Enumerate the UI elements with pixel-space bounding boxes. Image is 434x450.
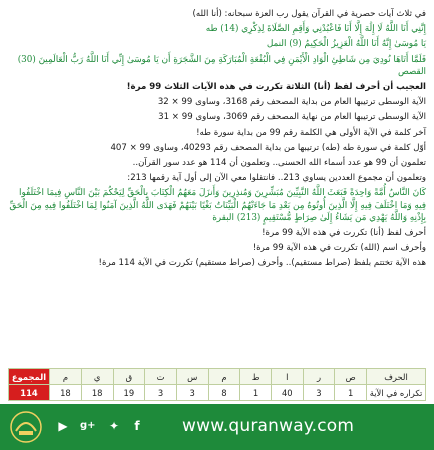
- count-cell: 1: [335, 385, 367, 401]
- sum-213-line: وتعلمون أن مجموع العددين يساوي 213.. فانتقلوا معي الآن إلى أول آية رقمها 213:: [127, 173, 426, 184]
- intro-line: في ثلاث آيات حصرية في القرآن يقول رب العزة سبحانه: (أنا الله): [192, 9, 426, 19]
- count-cell: 40: [271, 385, 303, 401]
- letter-cell: ت: [145, 369, 177, 385]
- count-cell: 3: [303, 385, 335, 401]
- letter-cell: م: [208, 369, 240, 385]
- letter-cell: م: [50, 369, 82, 385]
- count-header-label: تكراره في الآية: [367, 385, 426, 401]
- letter-cell: س: [176, 369, 208, 385]
- count-cell: 8: [208, 385, 240, 401]
- site-link[interactable]: www.quranway.com: [182, 416, 355, 436]
- names-and-surahs: تعلمون أن 99 هو عدد أسماء الله الحسنى.. وتعلمون أن 114 هو عدد سور القرآن..: [132, 158, 426, 169]
- article-body: [8, 8, 426, 273]
- twitter-icon[interactable]: ✦: [108, 419, 120, 433]
- letter-cell: ق: [113, 369, 145, 385]
- verse-qasas-30: فَلَمَّا أَتَاهَا نُودِيَ مِن شَاطِئِ الْوَادِ الْأَيْمَنِ فِي الْبُقْعَةِ الْمُبَارَكَةِ مِنَ الشَّجَرَةِ أَن يَا مُوسَىٰ إِنِّي أَنَا اللَّهُ رَبُّ الْعَالَمِينَ (30) القصص: [17, 54, 426, 77]
- letter-cell: ي: [81, 369, 113, 385]
- count-cell: 18: [50, 385, 82, 401]
- middle-verse-start: الآية الوسطى ترتيبها العام من بداية المصحف رقم 3168، وساوى 99 × 32: [157, 97, 426, 108]
- footer-bar: [0, 404, 434, 450]
- count-cell: 18: [81, 385, 113, 401]
- youtube-icon[interactable]: ▶: [58, 419, 68, 433]
- letters-header-label: الحرف: [367, 369, 426, 385]
- letters-table: [8, 368, 426, 401]
- ana-count-line: أحرف لفظ (أنا) تكررت في هذه الآية 99 مرة!: [262, 228, 426, 239]
- letter-cell: ص: [335, 369, 367, 385]
- verse-taha-14: إِنَّنِي أَنَا اللَّهُ لَا إِلَٰهَ إِلَّا أَنَا فَاعْبُدْنِي وَأَقِمِ الصَّلَاةَ لِذِكْرِي (14) طه: [205, 24, 426, 35]
- first-verse-last-word: آخر كلمة في الآية الأولى هي الكلمة رقم 99 من بداية سورة طه!: [196, 127, 426, 138]
- allah-count-line: وأحرف اسم (الله) تكررت في هذه الآية 99 مرة!: [252, 243, 426, 254]
- table-row: [9, 385, 426, 401]
- letter-cell: ا: [271, 369, 303, 385]
- quranway-logo-icon: [8, 409, 44, 445]
- middle-verse-end: الآية الوسطى ترتيبها العام من نهاية المصحف رقم 3069، وساوى 99 × 31: [158, 112, 426, 123]
- letter-cell: ر: [303, 369, 335, 385]
- verse-naml-9: يَا مُوسَىٰ إِنَّهُ أَنَا اللَّهُ الْعَزِيزُ الْحَكِيمُ (9) النمل: [266, 39, 426, 50]
- verse-baqara-213: كَانَ النَّاسُ أُمَّةً وَاحِدَةً فَبَعَثَ اللَّهُ النَّبِيِّينَ مُبَشِّرِينَ وَمُنذِرِينَ وَأَنزَلَ مَعَهُمُ الْكِتَابَ بِالْحَقِّ لِيَحْكُمَ بَيْنَ النَّاسِ فِيمَا اخْتَلَفُوا فِيهِ وَمَا اخْتَلَفَ فِيهِ إِلَّا الَّذِينَ أُوتُوهُ مِن بَعْدِ مَا جَاءَتْهُمُ الْبَيِّنَاتُ بَغْيًا بَيْنَهُمْ فَهَدَى اللَّهُ الَّذِينَ آمَنُوا لِمَا اخْتَلَفُوا فِيهِ مِنَ الْحَقِّ بِإِذْنِهِ وَاللَّهُ يَهْدِي مَن يَشَاءُ إِلَىٰ صِرَاطٍ مُّسْتَقِيمٍ (213) البقرة: [9, 188, 426, 223]
- count-cell: 3: [145, 385, 177, 401]
- sirat-count-line: هذه الآية تختتم بلفظ (صراط مستقيم).. وأحرف (صراط مستقيم) تكررت في الآية 114 مرة!: [98, 258, 426, 269]
- table-row: [9, 369, 426, 385]
- letter-cell: ط: [240, 369, 272, 385]
- google-plus-icon[interactable]: g+: [80, 420, 96, 431]
- observation-line: العجيب أن أحرف لفظ (أنا) الثلاثة تكررت في هذه الآيات الثلاث 99 مرة!: [126, 82, 426, 93]
- count-cell: 3: [176, 385, 208, 401]
- total-value: 114: [9, 385, 50, 401]
- taha-first-word: أوّل كلمة في سورة طه (طه) ترتيبها من بداية المصحف رقم 40293، وساوى 99 × 407: [110, 142, 426, 153]
- total-header: المجموع: [9, 369, 50, 385]
- facebook-icon[interactable]: f: [134, 419, 140, 433]
- count-cell: 19: [113, 385, 145, 401]
- count-cell: 1: [240, 385, 272, 401]
